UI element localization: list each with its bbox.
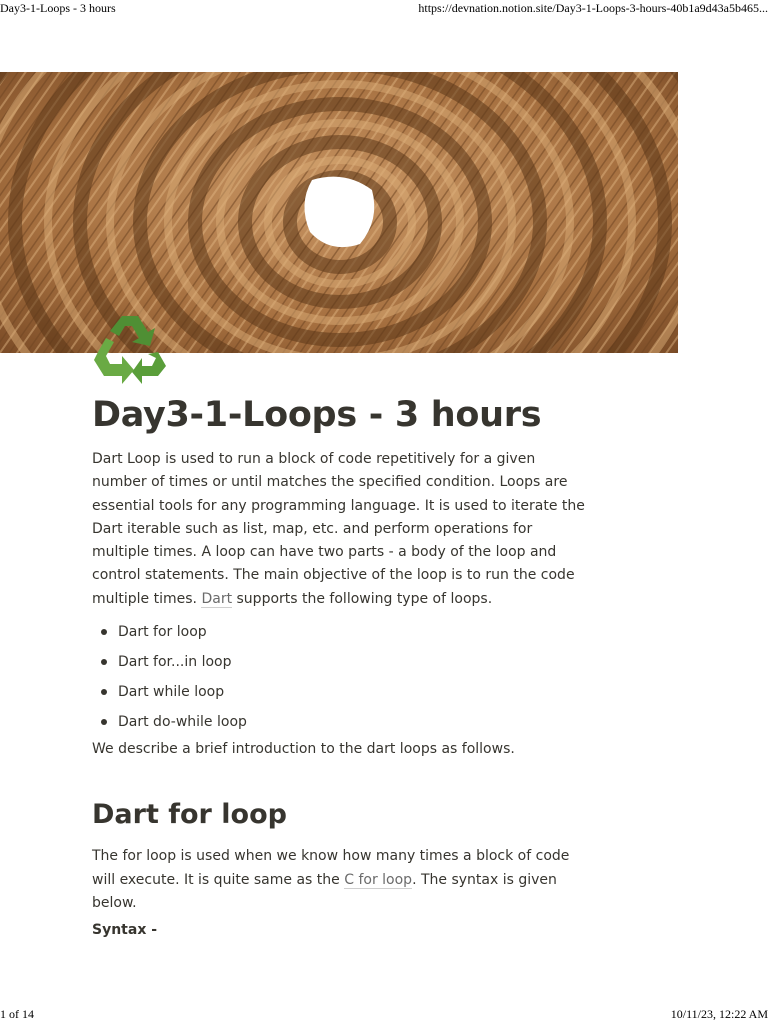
intro-text: Dart Loop is used to run a block of code repetitively for a given number of times or until matches the specified condition. Loops are essential tools for any programming language. It is used to iterate the Dart iterable such as list, map, etc. and perform operations for multiple times. A loop can have two parts - a body of the loop and control statements. The main objective of the loop is to run the code multiple times. [92, 451, 585, 607]
recycle-icon [92, 312, 166, 386]
list-item: Dart for...in loop [92, 647, 592, 677]
intro-tail: supports the following type of loops. [232, 590, 493, 607]
print-header-title: Day3-1-Loops - 3 hours [0, 1, 116, 15]
print-header-url: https://devnation.notion.site/Day3-1-Loops-3-hours-40b1a9d43a5b465... [418, 1, 768, 15]
syntax-label: Syntax - [92, 922, 158, 939]
print-footer [0, 1006, 768, 1024]
section-tail: . The syntax is given below. [92, 871, 557, 911]
for-loop-paragraph [92, 845, 592, 915]
intro-paragraph [92, 448, 592, 611]
c-for-loop-link[interactable]: C for loop [344, 871, 413, 888]
page-content [92, 392, 592, 938]
bullet-dot [101, 629, 107, 635]
list-item: Dart for loop [92, 617, 592, 647]
dart-link[interactable]: Dart [201, 590, 233, 607]
loop-types-list [92, 617, 592, 737]
bullet-dot [101, 719, 107, 725]
rope-coil-image [0, 72, 678, 353]
list-item: Dart while loop [92, 677, 592, 707]
bullet-dot [101, 659, 107, 665]
cover-image [0, 72, 678, 353]
page-count: 1 of 14 [0, 1007, 34, 1021]
section-text: The for loop is used when we know how many times a block of code will execute. It is quite same as the [92, 848, 570, 888]
intro-end-paragraph: We describe a brief introduction to the dart loops as follows. [92, 741, 515, 758]
list-item: Dart do-while loop [92, 707, 592, 737]
section-heading-for-loop: Dart for loop [92, 799, 287, 831]
print-datetime: 10/11/23, 12:22 AM [670, 1007, 768, 1021]
page-title: Day3-1-Loops - 3 hours [92, 395, 542, 435]
bullet-dot [101, 689, 107, 695]
print-header [0, 0, 768, 18]
